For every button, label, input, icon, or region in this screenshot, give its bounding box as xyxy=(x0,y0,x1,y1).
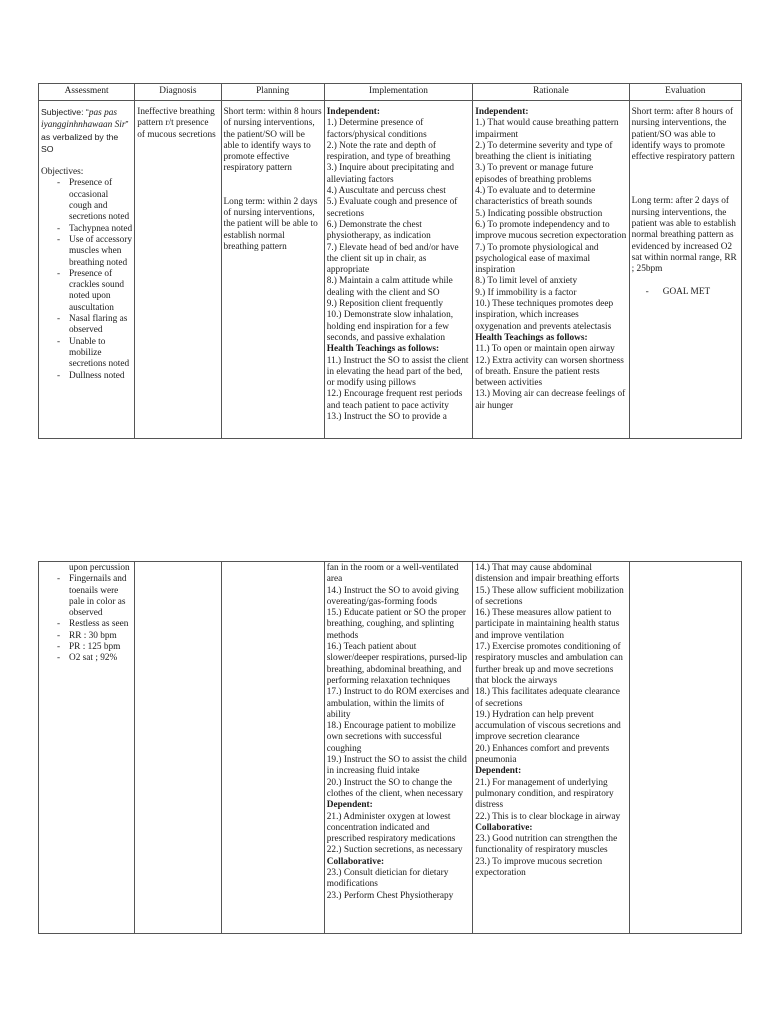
assessment-cell xyxy=(39,101,135,439)
objectives-list-continued xyxy=(41,574,132,664)
rationale-cell xyxy=(473,101,629,439)
implementation-item: 9.) Reposition client frequently xyxy=(326,299,443,310)
implementation-item: fan in the room or a well-ventilated area xyxy=(326,563,459,585)
rationale-item: 5.) Indicating possible obstruction xyxy=(475,208,603,219)
rationale-heading: Dependent: xyxy=(475,766,522,777)
objective-item: - Tachypnea noted xyxy=(41,224,132,235)
assessment-cell-continued xyxy=(39,562,135,934)
header-rationale: Rationale xyxy=(473,84,629,101)
implementation-item: 23.) Perform Chest Physiotherapy xyxy=(326,890,454,901)
implementation-item: 12.) Encourage frequent rest periods and teach patient to pace activity xyxy=(326,389,463,411)
subjective-quote: pas pas iyangginhnhawaan Sir xyxy=(41,108,126,131)
rationale-item: 8.) To limit level of anxiety xyxy=(475,276,578,287)
rationale-item: 11.) To open or maintain open airway xyxy=(475,344,615,355)
planning-short-term: Short term: within 8 hours of nursing interventions, the patient/SO will be able to identify ways to promote effective respiratory pattern xyxy=(223,107,322,174)
rationale-item: 2.) To determine severity and type of breathing the client is initiating xyxy=(475,140,613,163)
implementation-item: 1.) Determine presence of factors/physical conditions xyxy=(326,118,427,140)
rationale-item: 22.) This is to clear blockage in airway xyxy=(475,811,621,822)
subjective-block: Subjective: “pas pas iyangginhnhawaan Sir” as verbalized by the SO xyxy=(41,107,129,154)
table-row xyxy=(39,562,742,934)
implementation-item: 7.) Elevate head of bed and/or have the client sit up in chair, as appropriate xyxy=(326,242,459,276)
rationale-item: 13.) Moving air can decrease feelings of air hunger xyxy=(475,389,626,411)
implementation-cell-continued xyxy=(324,562,472,934)
table-row xyxy=(39,101,742,439)
objective-item: - O2 sat ; 92% xyxy=(41,653,132,664)
objective-item: - PR : 125 bpm xyxy=(41,642,132,653)
implementation-item: 20.) Instruct the SO to change the clothes of the client, when necessary xyxy=(326,777,464,799)
implementation-item: 5.) Evaluate cough and presence of secretions xyxy=(326,197,458,219)
rationale-item: 21.) For management of underlying pulmonary condition, and respiratory distress xyxy=(475,777,614,811)
objective-item: - Nasal flaring as observed xyxy=(41,314,132,337)
rationale-item: 1.) That would cause breathing pattern impairment xyxy=(475,118,619,140)
evaluation-cell xyxy=(629,101,741,439)
table-header-row xyxy=(39,84,742,101)
implementation-cell xyxy=(324,101,472,439)
objective-item: - Presence of crackles sound noted upon auscultation xyxy=(41,269,132,314)
rationale-item: 15.) These allow sufficient mobilization of secretions xyxy=(475,585,624,607)
implementation-item: 23.) Consult dietician for dietary modifications xyxy=(326,868,449,890)
implementation-heading: Independent: xyxy=(326,107,380,117)
implementation-item: 11.) Instruct the SO to assist the client in elevating the head part of the bed, or modify using pillows xyxy=(326,355,469,389)
implementation-item: 10.) Demonstrate slow inhalation, holding end inspiration for a few seconds, and passive exhalation xyxy=(326,310,454,343)
rationale-item: 16.) These measures allow patient to participate in maintaining health status and improve ventilation xyxy=(475,608,620,641)
planning-cell-continued xyxy=(221,562,324,934)
implementation-item: 18.) Encourage patient to mobilize own secretions with successful coughing xyxy=(326,721,456,754)
header-evaluation: Evaluation xyxy=(629,84,741,101)
objective-item: - Presence of occasional cough and secretions noted xyxy=(41,178,132,223)
rationale-heading: Health Teachings as follows: xyxy=(475,332,588,343)
rationale-item: 14.) That may cause abdominal distension and impair breathing efforts xyxy=(475,563,620,585)
subjective-label: Subjective xyxy=(41,107,82,117)
implementation-item: 15.) Educate patient or SO the proper breathing, coughing, and splinting methods xyxy=(326,608,466,641)
diagnosis-cell-continued xyxy=(135,562,221,934)
rationale-item: 7.) To promote physiological and psychological ease of maximal inspiration xyxy=(475,242,599,276)
care-plan-table-page-2 xyxy=(38,561,742,934)
header-diagnosis: Diagnosis xyxy=(135,84,221,101)
implementation-item: 6.) Demonstrate the chest physiotherapy, as indication xyxy=(326,219,431,242)
rationale-item: 23.) Good nutrition can strengthen the functionality of respiratory muscles xyxy=(475,834,618,856)
rationale-item: 9.) If immobility is a factor xyxy=(475,287,577,298)
implementation-item: 19.) Instruct the SO to assist the child in increasing fluid intake xyxy=(326,755,467,777)
implementation-item: 2.) Note the rate and depth of respiration, and type of breathing xyxy=(326,140,451,163)
implementation-heading: Collaborative: xyxy=(326,856,385,867)
rationale-item: 10.) These techniques promotes deep inspiration, which increases oxygenation and prevents atelectasis xyxy=(475,299,614,332)
evaluation-cell-continued xyxy=(629,562,741,934)
implementation-item: 3.) Inquire about precipitating and alleviating factors xyxy=(326,163,455,185)
goal-status: - GOAL MET xyxy=(632,287,739,298)
header-implementation: Implementation xyxy=(324,84,472,101)
objective-item: - Dullness noted xyxy=(41,371,132,382)
implementation-heading: Dependent: xyxy=(326,800,373,811)
header-assessment: Assessment xyxy=(39,84,135,101)
rationale-item: 4.) To evaluate and to determine characteristics of breath sounds xyxy=(475,186,596,208)
evaluation-long-term: Long term: after 2 days of nursing interventions, the patient was able to establish normal breathing pattern as evidenced by increased O2 sat within normal range, RR ; 25bpm xyxy=(631,196,737,275)
assessment-continuation: upon percussion xyxy=(69,563,130,573)
rationale-item: 23.) To improve mucous secretion expectoration xyxy=(475,856,603,879)
objective-item: - Use of accessory muscles when breathing noted xyxy=(41,235,132,269)
rationale-item: 3.) To prevent or manage future episodes of breathing problems xyxy=(475,163,594,185)
rationale-heading: Independent: xyxy=(475,107,529,117)
rationale-item: 12.) Extra activity can worsen shortness of breath. Ensure the patient rests between activities xyxy=(475,355,624,389)
implementation-item: 22.) Suction secretions, as necessary xyxy=(326,845,463,856)
implementation-item: 16.) Teach patient about slower/deeper respirations, pursed-lip breathing, abdominal breathing, and performing relaxation techniques xyxy=(326,642,467,686)
rationale-item: 17.) Exercise promotes conditioning of respiratory muscles and ambulation can further break up and move secretions that block the airways xyxy=(475,642,623,686)
rationale-item: 20.) Enhances comfort and prevents pneumonia xyxy=(475,743,610,766)
care-plan-table-page-1 xyxy=(38,83,742,439)
implementation-item: 4.) Auscultate and percuss chest xyxy=(326,186,446,197)
objective-item: - Fingernails and toenails were pale in color as observed xyxy=(41,574,132,619)
rationale-heading: Collaborative: xyxy=(475,822,533,833)
implementation-item: 14.) Instruct the SO to avoid giving overeating/gas-forming foods xyxy=(326,585,459,607)
implementation-heading: Health Teachings as follows: xyxy=(326,344,440,355)
header-planning: Planning xyxy=(221,84,324,101)
diagnosis-cell: Ineffective breathing pattern r/t presence of mucous secretions xyxy=(135,101,221,439)
objectives-list xyxy=(41,178,132,381)
rationale-item: 19.) Hydration can help prevent accumulation of viscous secretions and improve secretion clearance xyxy=(475,709,621,743)
objective-item: - Restless as seen xyxy=(41,619,132,630)
implementation-item: 21.) Administer oxygen at lowest concentration indicated and prescribed respiratory medications xyxy=(326,811,456,845)
planning-cell xyxy=(221,101,324,439)
planning-long-term: Long term: within 2 days of nursing interventions, the patient will be able to establish normal breathing pattern xyxy=(223,196,318,252)
objectives-label: Objectives: xyxy=(41,167,84,178)
objective-item: - Unable to mobilize secretions noted xyxy=(41,337,132,371)
rationale-item: 6.) To promote independency and to improve mucous secretion expectoration xyxy=(475,219,627,242)
evaluation-short-term: Short term: after 8 hours of nursing interventions, the patient/SO was able to identify ways to promote effective respiratory pattern xyxy=(631,107,735,163)
rationale-item: 18.) This facilitates adequate clearance of secretions xyxy=(475,687,620,709)
implementation-item: 13.) Instruct the SO to provide a xyxy=(326,412,447,423)
implementation-item: 17.) Instruct to do ROM exercises and ambulation, within the limits of ability xyxy=(326,687,470,720)
subjective-suffix: as verbalized by the SO xyxy=(41,131,119,154)
objective-item: - RR : 30 bpm xyxy=(41,631,132,642)
implementation-item: 8.) Maintain a calm attitude while dealing with the client and SO xyxy=(326,276,453,298)
rationale-cell-continued xyxy=(473,562,629,934)
